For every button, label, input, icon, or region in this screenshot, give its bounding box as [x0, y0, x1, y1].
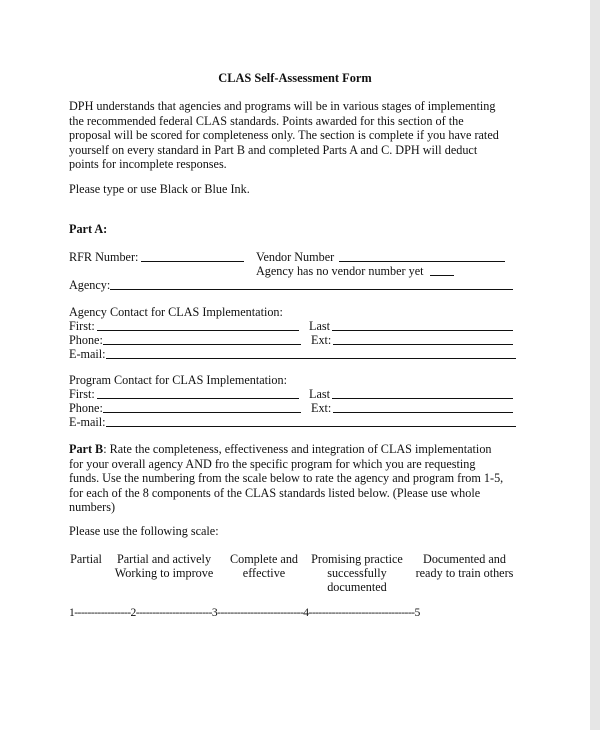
program-phone-label: Phone: [69, 401, 103, 415]
agency-ext-field[interactable] [333, 344, 513, 345]
program-first-label: First: [69, 387, 95, 401]
scale-label-3-line-2: effective [242, 566, 286, 580]
agency-first-field[interactable] [97, 330, 299, 331]
intro-line-4: yourself on every standard in Part B and completed Parts A and C. DPH will deduct [69, 142, 478, 157]
intro-line-2: the recommended federal CLAS standards. Points awarded for this section of the [69, 113, 464, 128]
part-b-heading: Part B [69, 442, 104, 456]
rfr-number-field[interactable] [141, 261, 244, 262]
agency-first-label: First: [69, 319, 95, 333]
scale-label-2-line-1: Partial and actively [116, 552, 212, 566]
form-title: CLAS Self-Assessment Form [218, 71, 372, 85]
program-last-label: Last [309, 387, 330, 401]
intro-line-5: points for incomplete responses. [69, 157, 227, 171]
part-b-line-4: for each of the 8 components of the CLAS standards listed below. (Please use whole [69, 485, 481, 500]
agency-field[interactable] [110, 289, 513, 290]
intro-line-3: proposal will be scored for completeness only. The section is complete if you have rated [69, 128, 499, 142]
scale-label-3-line-1: Complete and [229, 552, 299, 566]
ink-note: Please type or use Black or Blue Ink. [69, 182, 250, 196]
scale-label-4 [305, 552, 409, 594]
scale-label-1 [62, 552, 110, 566]
scale-label-4-line-3: documented [327, 580, 387, 594]
agency-email-field[interactable] [106, 358, 516, 359]
agency-last-field[interactable] [332, 330, 513, 331]
program-contact-heading: Program Contact for CLAS Implementation: [69, 373, 287, 387]
agency-label: Agency: [69, 278, 111, 292]
scale-label-5 [408, 552, 521, 580]
part-b-line-5: numbers) [69, 500, 116, 514]
program-ext-label: Ext: [311, 401, 332, 415]
rfr-number-label: RFR Number: [69, 250, 139, 264]
no-vendor-number-checkline[interactable] [430, 275, 454, 276]
scale-number-line: 1-----------------2-----------------------3--------------------------4--------------------------------5 [69, 606, 420, 619]
viewer-edge [590, 0, 600, 730]
scale-label-4-line-2: successfully [327, 566, 387, 580]
program-ext-field[interactable] [333, 412, 513, 413]
part-b-line-1-text: : Rate the completeness, effectiveness and integration of CLAS implementation [103, 442, 492, 456]
agency-last-label: Last [309, 319, 330, 333]
vendor-number-label: Vendor Number [256, 250, 335, 264]
program-last-field[interactable] [332, 398, 513, 399]
scale-label-4-line-1: Promising practice [311, 552, 403, 566]
scale-intro: Please use the following scale: [69, 524, 219, 538]
part-b-line-2: for your overall agency AND fro the specific program for which you are requesting [69, 456, 476, 471]
scale-label-2-line-2: Working to improve [114, 566, 214, 580]
no-vendor-number-label: Agency has no vendor number yet [256, 264, 424, 278]
part-b-line-3: funds. Use the numbering from the scale below to rate the agency and program from 1-5, [69, 471, 504, 485]
scale-label-1-line-1: Partial [70, 552, 102, 566]
part-b-line-1 [69, 442, 492, 457]
agency-email-label: E-mail: [69, 347, 106, 361]
scale-label-5-line-2: ready to train others [415, 566, 514, 580]
program-first-field[interactable] [97, 398, 299, 399]
scale-label-3 [224, 552, 304, 580]
scale-label-2 [106, 552, 222, 580]
agency-contact-heading: Agency Contact for CLAS Implementation: [69, 305, 283, 319]
agency-phone-field[interactable] [103, 344, 301, 345]
agency-phone-label: Phone: [69, 333, 103, 347]
program-email-label: E-mail: [69, 415, 106, 429]
vendor-number-field[interactable] [339, 261, 505, 262]
scale-label-5-line-1: Documented and [423, 552, 506, 566]
part-a-heading: Part A: [69, 222, 108, 236]
intro-line-1: DPH understands that agencies and programs will be in various stages of implementing [69, 99, 496, 113]
program-email-field[interactable] [106, 426, 516, 427]
agency-ext-label: Ext: [311, 333, 332, 347]
program-phone-field[interactable] [103, 412, 301, 413]
